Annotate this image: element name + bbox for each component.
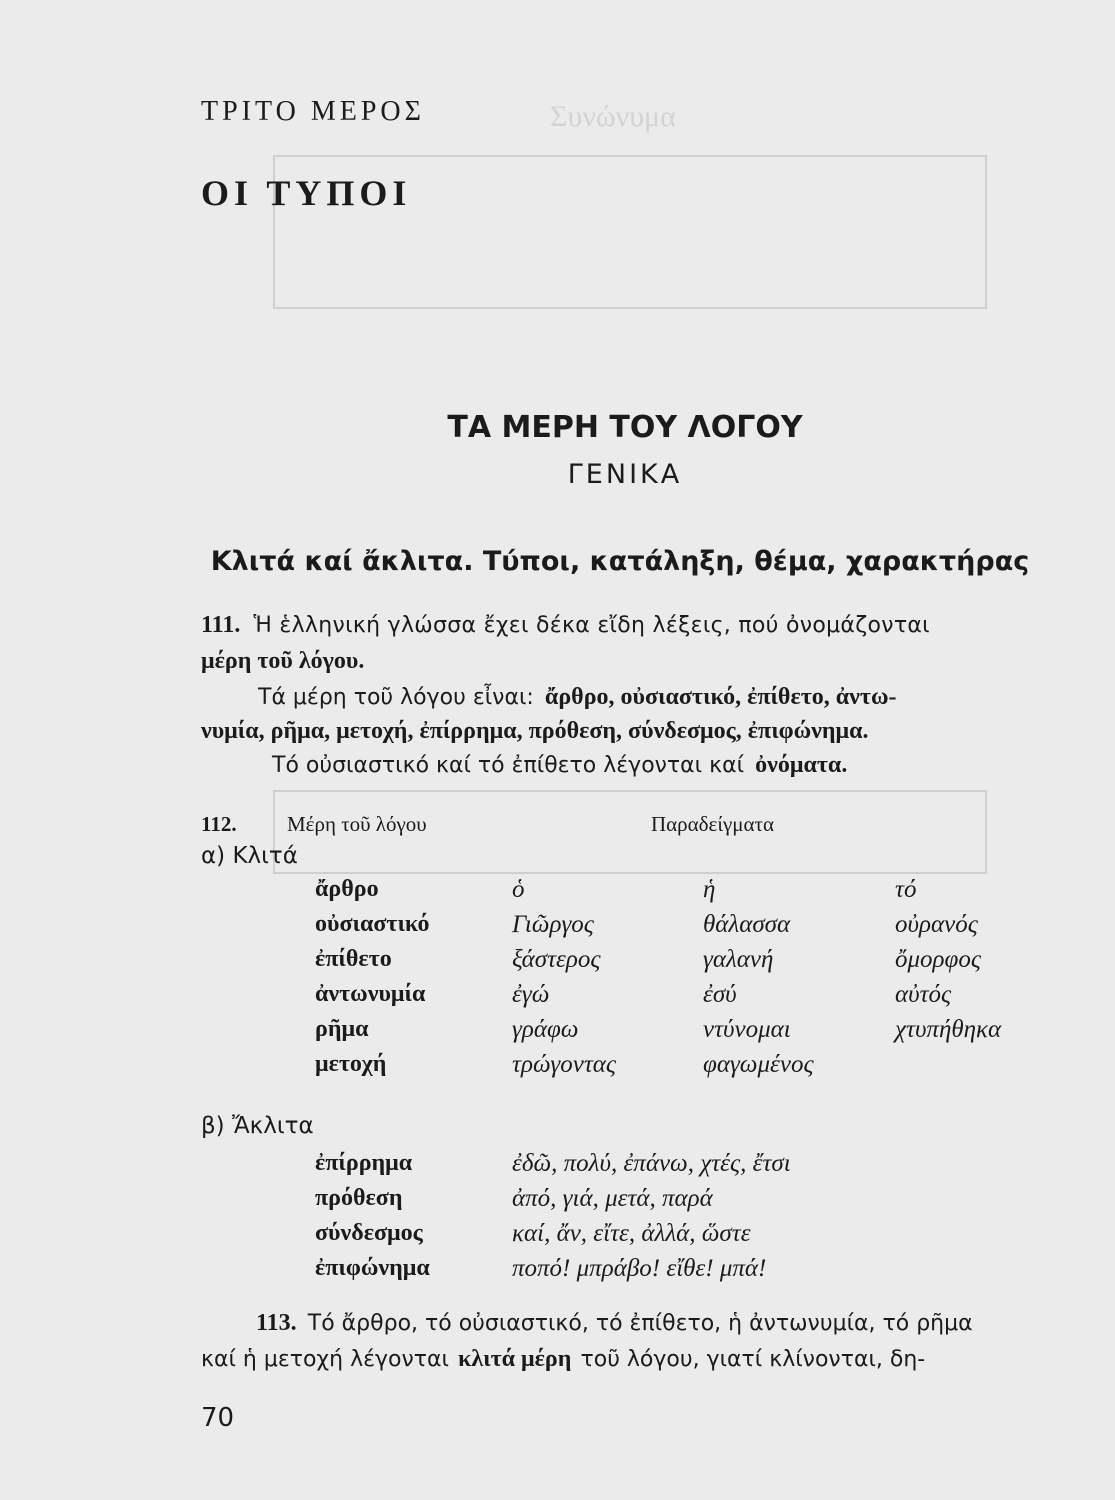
table-header-parts: Μέρη τοῦ λόγου xyxy=(287,812,427,836)
example-word: τό xyxy=(895,876,917,903)
section-heading: Κλιτά καί ἄκλιτα. Τύποι, κατάληξη, θέμα, χαρακτήρας xyxy=(210,546,1030,577)
example-list: ἐδῶ, πολύ, ἐπάνω, χτές, ἔτσι xyxy=(512,1150,791,1177)
paragraph-111-line-3 xyxy=(258,684,896,711)
bold-term: ὀνόματα. xyxy=(755,752,848,778)
example-word: ἐσύ xyxy=(703,981,737,1008)
bleed-through-text: Συνώνυμα xyxy=(550,100,676,133)
paragraph-number: 113. xyxy=(256,1310,297,1336)
example-word: ὁ xyxy=(512,876,525,903)
paragraph-text: Τά μέρη τοῦ λόγου εἶναι: xyxy=(258,685,534,710)
example-list: καί, ἄν, εἴτε, ἀλλά, ὥστε xyxy=(512,1220,751,1247)
paragraph-111-line-2: μέρη τοῦ λόγου. xyxy=(201,648,365,674)
paragraph-111-line-1 xyxy=(201,612,930,639)
part-title: ΤΡΙΤΟ ΜΕΡΟΣ xyxy=(201,96,425,127)
bold-term: κλιτά μέρη xyxy=(458,1346,572,1372)
example-word: ἡ xyxy=(703,876,716,903)
paragraph-text: Τό οὐσιαστικό καί τό ἐπίθετο λέγονται καί xyxy=(272,753,745,778)
paragraph-111-line-4: νυμία, ρῆμα, μετοχή, ἐπίρρημα, πρόθεση, σύνδεσμος, ἐπιφώνημα. xyxy=(201,718,869,744)
example-word: φαγωμένος xyxy=(703,1051,814,1078)
example-list: ἀπό, γιά, μετά, παρά xyxy=(512,1185,713,1212)
example-word: οὐρανός xyxy=(895,911,978,938)
paragraph-text: Ἡ ἑλληνική γλώσσα ἔχει δέκα εἴδη λέξεις, πού ὀνομάζονται xyxy=(253,613,930,638)
part-of-speech: ρῆμα xyxy=(315,1016,369,1042)
part-of-speech: ἐπιφώνημα xyxy=(315,1255,430,1281)
part-of-speech: σύνδεσμος xyxy=(315,1220,423,1246)
paragraph-text: Τό ἄρθρο, τό οὐσιαστικό, τό ἐπίθετο, ἡ ἀντωνυμία, τό ρῆμα xyxy=(307,1311,973,1336)
example-word: γράφω xyxy=(512,1016,579,1043)
paragraph-113-line-2 xyxy=(201,1346,925,1373)
paragraph-112-number-row xyxy=(201,812,237,837)
page-number: 70 xyxy=(201,1403,235,1433)
paragraph-113-line-1 xyxy=(256,1310,973,1337)
example-word: ξάστερος xyxy=(512,946,601,973)
paragraph-111-line-5 xyxy=(272,752,847,779)
part-of-speech: ἄρθρο xyxy=(315,876,379,902)
example-word: αὐτός xyxy=(895,981,952,1008)
paragraph-number: 111. xyxy=(201,612,241,638)
example-word: θάλασσα xyxy=(703,911,791,938)
part-of-speech: ἀντωνυμία xyxy=(315,981,426,1007)
general-heading: ΓΕΝΙΚΑ xyxy=(567,459,683,490)
part-of-speech: πρόθεση xyxy=(315,1185,403,1211)
example-word: ὄμορφος xyxy=(895,946,982,973)
example-word: τρώγοντας xyxy=(512,1051,617,1078)
example-word: ἐγώ xyxy=(512,981,550,1008)
types-title: ΟΙ ΤΥΠΟΙ xyxy=(201,173,412,213)
bold-term-list: ἄρθρο, οὐσιαστικό, ἐπίθετο, ἀντω- xyxy=(544,684,897,710)
table-header-examples: Παραδείγματα xyxy=(651,812,774,836)
example-word: γαλανή xyxy=(703,946,774,973)
part-of-speech: ἐπίθετο xyxy=(315,946,392,972)
part-of-speech: μετοχή xyxy=(315,1051,387,1077)
example-word: Γιῶργος xyxy=(512,911,594,938)
paragraph-text: καί ἡ μετοχή λέγονται xyxy=(201,1347,449,1372)
example-word: χτυπήθηκα xyxy=(895,1016,1002,1043)
paragraph-number: 112. xyxy=(201,812,237,836)
part-of-speech: ἐπίρρημα xyxy=(315,1150,413,1176)
example-word: ντύνομαι xyxy=(703,1016,791,1043)
example-list: ποπό! μπράβο! εἴθε! μπά! xyxy=(512,1255,767,1282)
group-inflected-label: α) Κλιτά xyxy=(201,843,298,869)
paragraph-text: τοῦ λόγου, γιατί κλίνονται, δη- xyxy=(580,1347,926,1372)
part-of-speech: οὐσιαστικό xyxy=(315,911,430,937)
parts-of-speech-heading: ΤΑ ΜΕΡΗ ΤΟΥ ΛΟΓΟΥ xyxy=(447,410,803,445)
group-uninflected-label: β) Ἄκλιτα xyxy=(201,1113,314,1139)
